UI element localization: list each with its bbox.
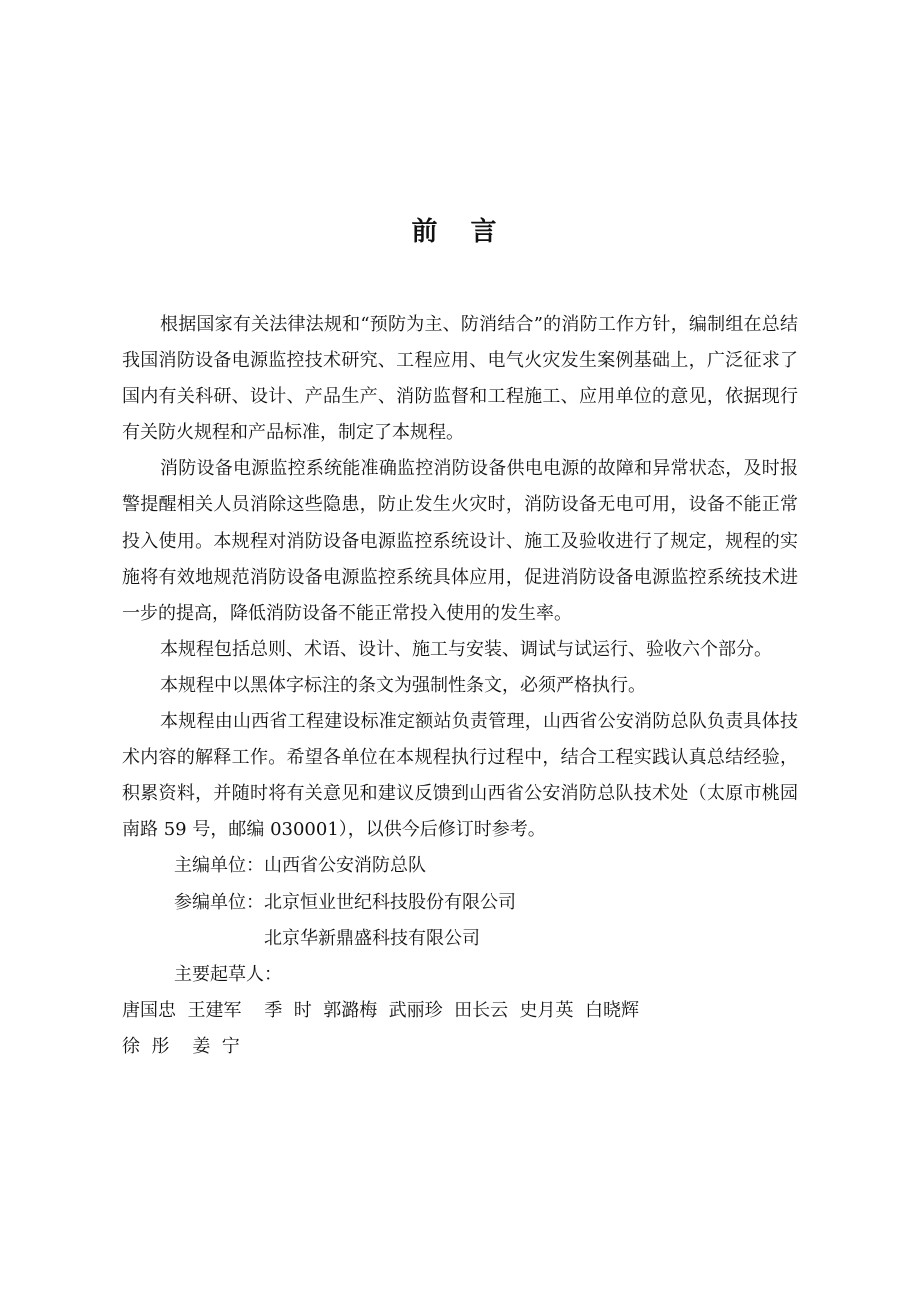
- drafters-names-line1: 唐国忠 王建军 季 时 郭潞梅 武丽珍 田长云 史月英 白晓辉: [122, 999, 639, 1021]
- co-editor-unit-2: 北京华新鼎盛科技有限公司: [264, 927, 480, 949]
- main-drafters: [122, 957, 798, 1065]
- paragraph-intro: 根据国家有关法律法规和“预防为主、防消结合”的消防工作方针，编制组在总结我国消防设备电源监控技术研究、工程应用、电气火灾发生案例基础上，广泛征求了国内有关科研、设计、产品生产、消防监督和工程施工、应用单位的意见，依据现行有关防火规程和产品标准，制定了本规程。: [122, 314, 798, 444]
- drafters-label: 主要起草人：: [174, 963, 282, 985]
- paragraph-contents: 本规程包括总则、术语、设计、施工与安装、调试与试运行、验收六个部分。: [160, 638, 772, 660]
- paragraph-management: 本规程由山西省工程建设标准定额站负责管理，山西省公安消防总队负责具体技术内容的解释工作。希望各单位在本规程执行过程中，结合工程实践认真总结经验，积累资料，并随时将有关意见和建议反馈到山西省公安消防总队技术处（太原市桃园南路 59 号，邮编 030001），以供今后修订时参考。: [122, 711, 798, 841]
- chief-editor-unit: 主编单位：山西省公安消防总队: [174, 855, 426, 877]
- paragraph-mandatory-clauses: 本规程中以黑体字标注的条文为强制性条文，必须严格执行。: [160, 674, 646, 696]
- page-title: 前 言: [411, 217, 509, 247]
- co-editor-unit-1: 参编单位：北京恒业世纪科技股份有限公司: [174, 891, 516, 913]
- drafters-names-line2: 徐 彤 姜 宁: [122, 1035, 240, 1057]
- preface-body: [122, 307, 798, 1065]
- paragraph-system-purpose: 消防设备电源监控系统能准确监控消防设备供电电源的故障和异常状态，及时报警提醒相关人员消除这些隐患，防止发生火灾时，消防设备无电可用，设备不能正常投入使用。本规程对消防设备电源监控系统设计、施工及验收进行了规定，规程的实施将有效地规范消防设备电源监控系统具体应用，促进消防设备电源监控系统技术进一步的提高，降低消防设备不能正常投入使用的发生率。: [122, 458, 798, 624]
